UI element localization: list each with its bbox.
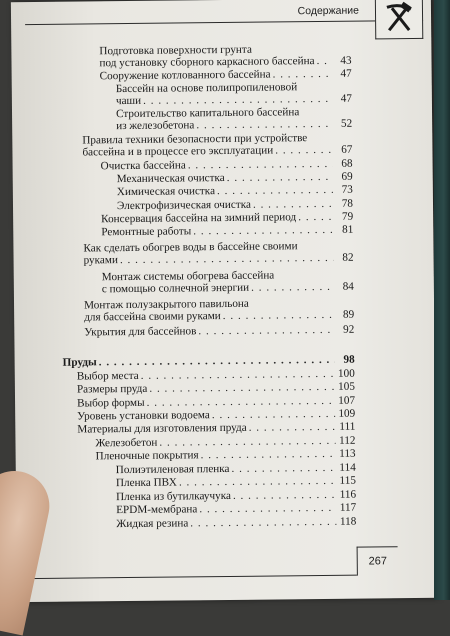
dot-leader: [316, 55, 331, 67]
toc-entry-title: бассейна и в процессе его эксплуатации: [82, 144, 274, 159]
toc-entry: [116, 475, 356, 490]
dot-leader: [147, 395, 336, 409]
toc-entry-page: 116: [339, 488, 357, 501]
toc-entry-title: Уровень установки водоема: [77, 409, 210, 423]
toc-entry-title: Монтаж системы обогрева бассейна: [101, 269, 275, 284]
toc-entry-title: Пленка ПВХ: [115, 476, 177, 490]
toc-entry: [116, 462, 356, 477]
toc-entry-title: Пруды: [62, 356, 97, 369]
toc-entry-page: 47: [340, 67, 352, 80]
toc-entry-page: 105: [338, 380, 355, 393]
toc-entry-title: Жидкая резина: [116, 517, 189, 531]
toc-entry-title: Железобетон: [95, 436, 158, 450]
toc-entry-page: 68: [341, 157, 353, 170]
toc-entry-title: Материалы для изготовления пруда: [77, 421, 247, 436]
toc-entry: [82, 132, 352, 159]
dot-leader: [99, 354, 335, 368]
toc-entry-page: 43: [340, 54, 352, 67]
dot-leader: [253, 198, 333, 211]
dot-leader: [190, 516, 336, 530]
dot-leader: [179, 475, 336, 489]
toc-entry-page: 115: [339, 474, 356, 487]
page-number-box: [357, 546, 398, 575]
dot-leader: [143, 93, 332, 107]
toc-entry-title: чаши: [115, 94, 142, 108]
toc-entry-title: Правила техники безопасности при устройстве: [82, 132, 308, 147]
toc-entry-title: Выбор места: [76, 369, 139, 383]
footer-rule: [27, 575, 357, 579]
header-emblem: [375, 0, 423, 39]
toc-entry-page: 52: [340, 117, 353, 130]
toc-entry-title: Сооружение котлованного бассейна: [99, 68, 271, 83]
toc-entry-page: 78: [341, 197, 354, 210]
toc-entry: [117, 184, 353, 198]
dot-leader: [273, 68, 332, 81]
toc-entry-title: Укрытия для бассейнов: [84, 325, 197, 339]
dot-leader: [223, 309, 335, 322]
toc-entry-title: Пленка из бутилкаучука: [115, 489, 231, 504]
dot-leader: [196, 118, 332, 131]
dot-leader: [298, 211, 333, 223]
dot-leader: [159, 435, 335, 449]
toc-entry-page: 73: [341, 183, 353, 196]
dot-leader: [141, 368, 335, 382]
toc-entry: [102, 269, 354, 296]
toc-entry: [101, 224, 353, 239]
toc-entry-title: Размеры пруда: [76, 382, 148, 396]
toc-entry-page: 82: [342, 251, 354, 264]
toc-entry-page: 111: [339, 420, 356, 433]
book-cover-edge: [434, 0, 450, 600]
toc-entry-title: руками: [83, 254, 118, 267]
page-number: 267: [368, 555, 387, 568]
toc-entry: [63, 354, 355, 369]
toc-entry: [96, 448, 356, 463]
toc-entry-page: 67: [341, 143, 353, 156]
toc-entry-title: для бассейна своими руками: [84, 310, 221, 324]
toc-entry-title: Монтаж полузакрытого павильона: [83, 297, 249, 312]
toc-entry-page: 92: [343, 323, 355, 336]
toc-entry: [116, 81, 352, 107]
toc-entry-title: Строительство капитального бассейна: [115, 106, 300, 121]
toc-entry: [77, 421, 355, 436]
toc-entry-page: 113: [339, 447, 356, 460]
toc-entry-title: Химическая очистка: [116, 185, 216, 199]
toc-entry-page: 112: [339, 434, 356, 447]
hammer-pick-icon: [383, 1, 415, 33]
toc-entry-title: с помощью солнечной энергии: [101, 281, 250, 296]
toc-entry: [117, 171, 353, 185]
dot-leader: [275, 144, 332, 157]
toc-entry-page: 114: [339, 461, 356, 474]
dot-leader: [212, 408, 335, 421]
toc-entry-title: Бассейн на основе полипропиленовой: [115, 81, 298, 96]
toc-entry-title: Консервация бассейна на зимний период: [101, 211, 297, 226]
toc-entry-title: Пленочные покрытия: [95, 449, 199, 463]
toc-entry-title: Механическая очистка: [116, 171, 225, 186]
toc-entry-page: 118: [339, 515, 357, 528]
toc-entry-title: Выбор формы: [77, 396, 145, 410]
toc-entry-page: 81: [342, 223, 354, 236]
table-of-contents: [11, 42, 431, 531]
toc-entry-page: 79: [341, 210, 354, 223]
toc-entry-title: Ремонтные работы: [101, 225, 192, 239]
dot-leader: [120, 252, 334, 266]
toc-entry-title: Полиэтиленовая пленка: [115, 462, 230, 477]
toc-entry-page: 117: [339, 501, 357, 514]
dot-leader: [188, 158, 333, 172]
toc-entry: [116, 489, 356, 504]
header-rule: [25, 20, 423, 25]
toc-entry-title: Очистка бассейна: [100, 159, 186, 173]
page-header-title: Содержание: [297, 4, 360, 18]
toc-entry-page: 47: [340, 92, 352, 105]
toc-entry: [83, 240, 353, 267]
dot-leader: [217, 184, 333, 197]
toc-entry: [99, 43, 351, 70]
toc-entry: [116, 502, 356, 517]
toc-entry-page: 89: [342, 308, 355, 321]
toc-entry-title: под установку сборного каркасного бассейна: [99, 55, 315, 70]
toc-entry: [117, 198, 353, 212]
dot-leader: [199, 502, 336, 515]
dot-leader: [249, 421, 336, 434]
dot-leader: [193, 224, 333, 237]
dot-leader: [231, 462, 335, 475]
dot-leader: [227, 171, 333, 184]
toc-entry-title: Как сделать обогрев воды в бассейне своими: [83, 240, 298, 255]
toc-entry: [84, 297, 354, 324]
dot-leader: [149, 381, 335, 395]
dot-leader: [198, 324, 334, 337]
toc-entry-page: 69: [341, 170, 353, 183]
toc-entry-title: EPDM-мембрана: [116, 503, 198, 517]
toc-entry-page: 109: [338, 407, 356, 420]
dot-leader: [233, 489, 336, 502]
book-page: [11, 0, 437, 602]
toc-entry-title: из железобетона: [116, 119, 195, 133]
toc-entry: [116, 106, 352, 132]
toc-entry-page: 107: [338, 394, 356, 407]
dot-leader: [201, 448, 336, 461]
toc-entry-page: 84: [342, 280, 354, 293]
toc-entry: [84, 324, 354, 339]
toc-entry-title: Подготовка поверхности грунта: [99, 43, 252, 58]
toc-entry-title: Электрофизическая очистка: [116, 198, 252, 213]
toc-entry-page: 100: [337, 367, 355, 380]
toc-entry: [116, 516, 356, 531]
toc-entry-page: 98: [343, 353, 355, 366]
page-header: [11, 0, 431, 40]
dot-leader: [251, 281, 334, 294]
toc-entry: [77, 381, 355, 396]
